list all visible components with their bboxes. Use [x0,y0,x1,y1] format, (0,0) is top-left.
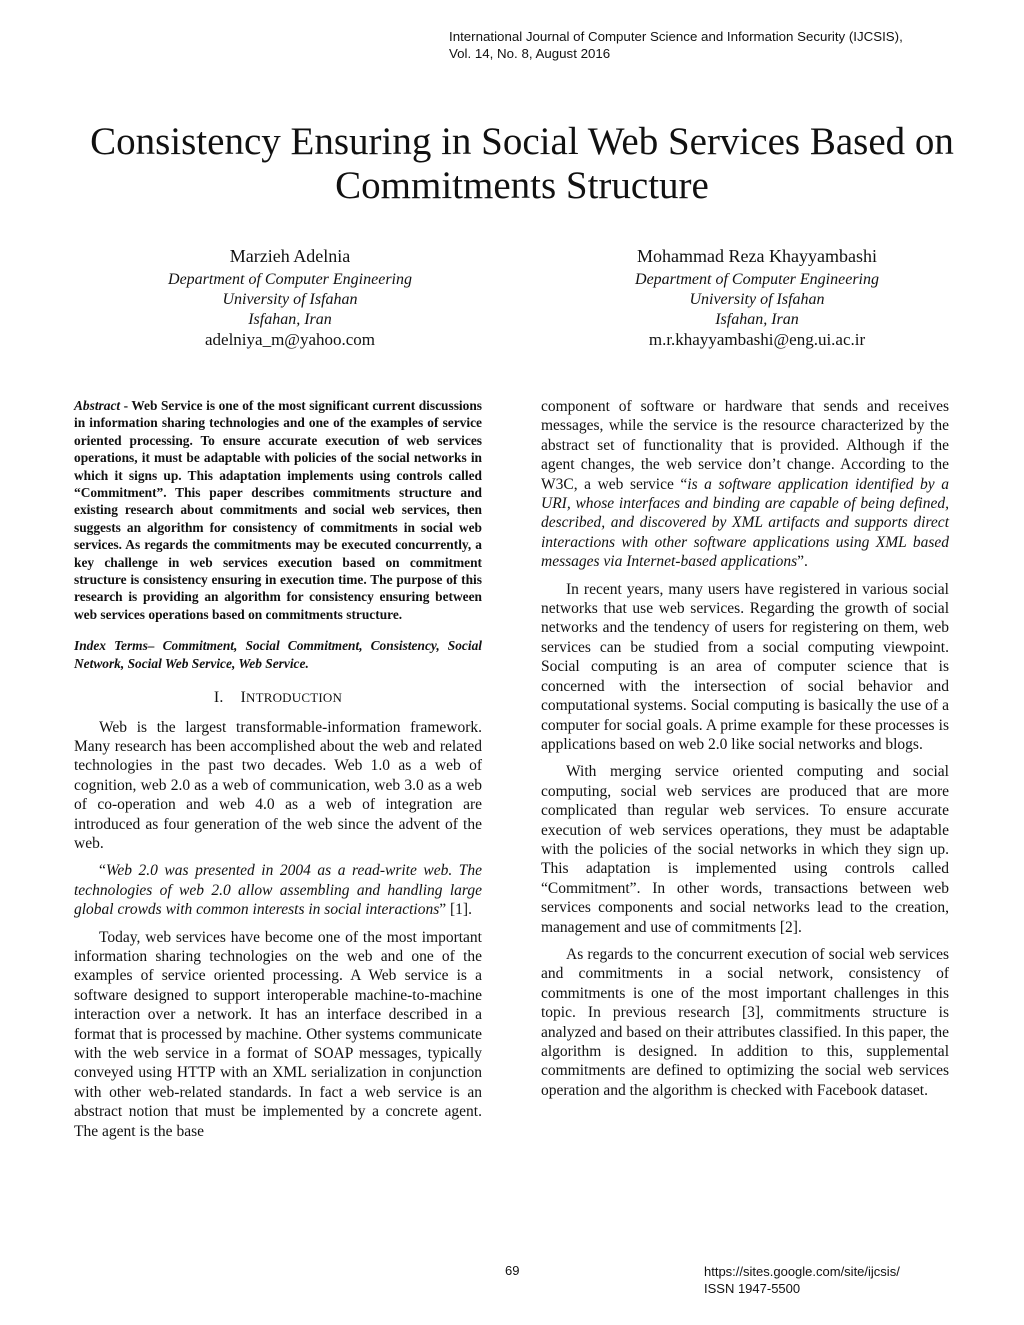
abstract-text: - Web Service is one of the most significant current discussions in information sharing technologies and one of the examples of service oriented processing. To ensure accurate execution of web services operations, it must be adaptable with policies of the social networks in which it signs up. This adaptation implements using controls called “Commitment”. This paper describes commitments structure and existing research about commitments and social web services, then suggests an algorithm for consistency of commitments in social web services. As regards the commitments may be executed concurrently, a key challenge in web services execution based on commitment structure is consistency ensuring in execution time. The purpose of this research is providing an algorithm for consistency ensuring between web services operations based on commitments structure. [74,398,482,622]
paper-title-line1: Consistency Ensuring in Social Web Services Based on [90,120,954,163]
journal-header [449,28,903,62]
author-block-1 [90,246,490,350]
author-department: Department of Computer Engineering [168,271,412,288]
quote-open: “ [99,862,106,880]
abstract-label: Abstract [74,398,121,413]
paper-title [60,120,984,208]
footer-url[interactable]: https://sites.google.com/site/ijcsis/ [704,1264,900,1279]
index-terms: Index Terms– Commitment, Social Commitment, Consistency, Social Network, Social Web Service, Web Service. [74,638,482,671]
paper-title-line2: Commitments Structure [335,164,709,207]
author-email[interactable]: adelniya_m@yahoo.com [204,330,376,349]
section-number: I. [213,689,224,707]
w3c-quote: is a software application identified by a URI, whose interfaces and binding are capable of being defined, described, and discovered by XML artifacts and supports direct interactions with other software applications using XML based messages via Internet-based applications [541,475,949,571]
section-title-initial: I [240,689,246,707]
quote-text: Web 2.0 was presented in 2004 as a read-write web. The technologies of web 2.0 allow assembling and handling large global crowds with common interests in social interactions [74,862,482,919]
author-city: Isfahan, Iran [248,311,332,328]
page-number: 69 [505,1263,520,1278]
paragraph: With merging service oriented computing and social computing, social web services are produced that are more complicated than regular web services. To ensure accurate execution of web services operations, they must be adaptable with the policies of the social networks in which they sign up. This adaptation is implemented using controls called “Commitment”. In other words, transactions between web services components and social networks lead to the creation, management and use of commitments [2]. [541,763,949,936]
paragraph: As regards to the concurrent execution of social web services and commitments in a social network, consistency of commitments is one of the most important challenges in this topic. In previous research [3], commitments structure is analyzed and based on their attributes classified. In this paper, the algorithm is designed. In addition to this, supplemental commitments are defined to optimizing the social web services operation and the algorithm is checked with Facebook dataset. [541,945,949,1099]
paragraph: Web is the largest transformable-information framework. Many research has been accomplished about the web and related technologies in the past two decades. Web 1.0 as a web of cognition, web 2.0 as a web of communication, web 3.0 as a web of co-operation and web 4.0 as a web of integration are introduced as four generation of the web since the advent of the web. [74,718,482,852]
paragraph-text: component of software or hardware that sends and receives messages, while the service is the resource characterized by the abstract set of functionality that is provided. Although if the agent changes, the web service don’t change. According to the W3C, a web service “ [541,398,949,493]
author-email[interactable]: m.r.khayyambashi@eng.ui.ac.ir [648,330,866,349]
footer-info [704,1263,900,1297]
section-title-rest: NTRODUCTION [245,690,343,706]
author-name: Marzieh Adelnia [229,246,351,266]
footer-issn: ISSN 1947-5500 [704,1281,801,1296]
author-university: University of Isfahan [222,291,358,308]
journal-header-line1: International Journal of Computer Science and Information Security (IJCSIS), [449,29,903,44]
quote-close: ”. [797,553,808,571]
paragraph-continued [541,397,949,572]
author-city: Isfahan, Iran [715,311,799,328]
author-name: Mohammad Reza Khayyambashi [637,246,877,266]
author-department: Department of Computer Engineering [635,271,879,288]
paragraph: In recent years, many users have registered in various social networks that use web services. Regarding the growth of social networks and the tendency of users for registering on them, web services can be studied from a social computing viewpoint. Social computing is an area of computer science that is concerned with the intersection of social behavior and computational systems. Social computing is basically the use of a computer for social goals. A prime example for these processes is applications based on web 2.0 like social networks and blogs. [541,580,949,753]
author-block-2 [557,246,957,350]
quote-close: ” [1]. [439,901,472,919]
right-column [541,397,949,1108]
abstract [74,397,482,623]
paragraph: Today, web services have become one of the most important information sharing technologies on the web and one of the examples of service oriented processing. A Web service is a software designed to support interoperable machine-to-machine interaction over a network. It has an interface described in a format that is processed by machine. Other systems communicate with the web service in a format of SOAP messages, typically conveyed using HTTP with an XML serialization in conjunction with other web-related standards. In fact a web service is an abstract notion that must be implemented by a concrete agent. The agent is the base [74,928,482,1140]
journal-header-line2: Vol. 14, No. 8, August 2016 [449,46,611,61]
left-column [74,397,482,1149]
quote-paragraph [74,861,482,919]
author-university: University of Isfahan [689,291,825,308]
section-heading-introduction [74,688,482,707]
